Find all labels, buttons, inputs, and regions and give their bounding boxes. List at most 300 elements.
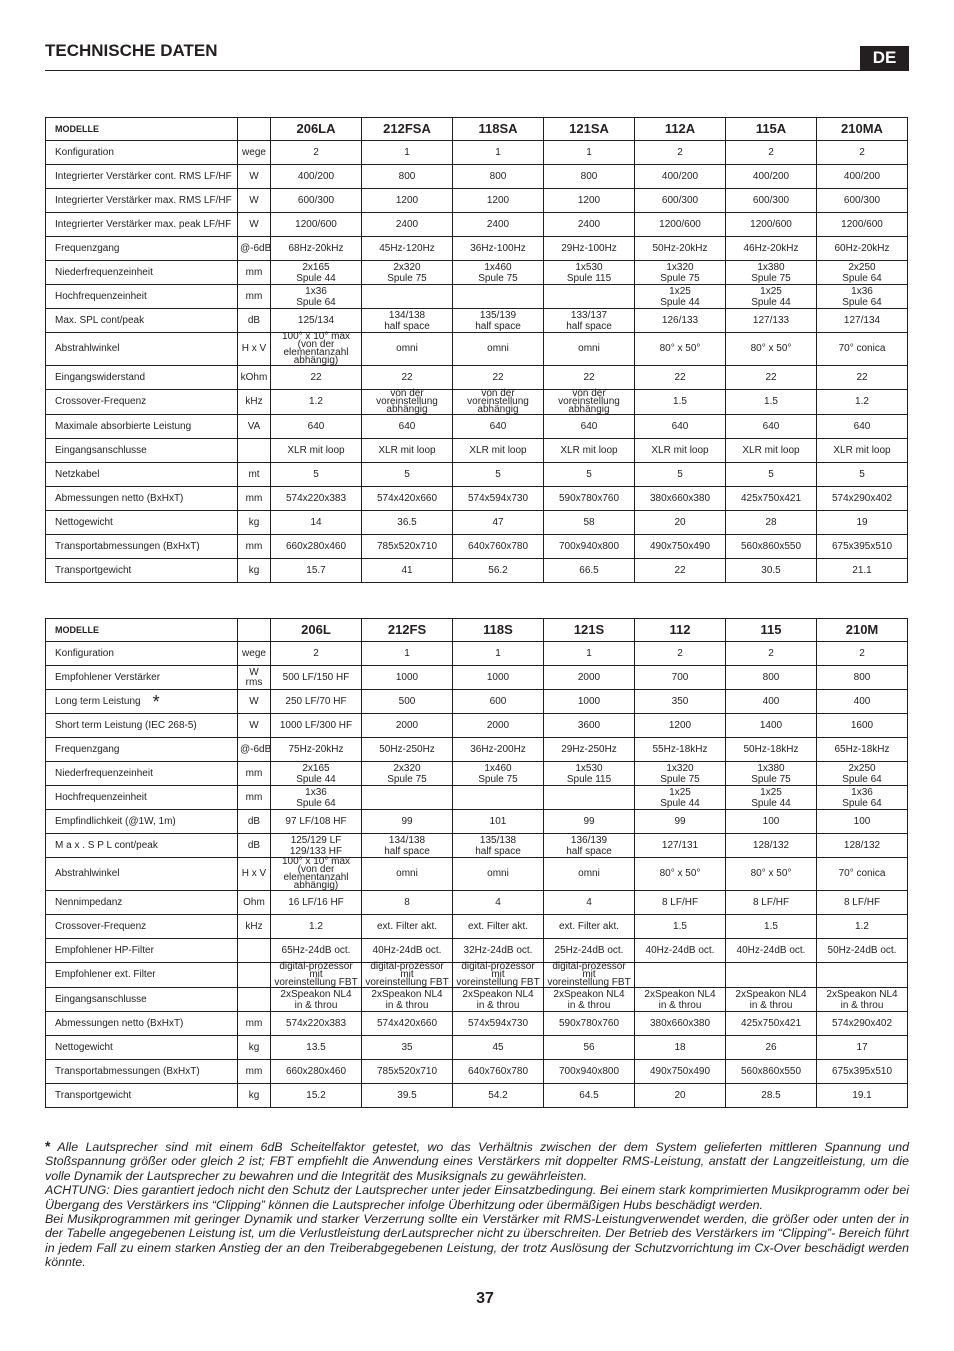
row-label: Integrierter Verstärker cont. RMS LF/HF bbox=[46, 165, 238, 189]
value-line: 135/138 bbox=[479, 834, 517, 846]
value-cell: 127/131 bbox=[635, 834, 726, 858]
value-cell: 640 bbox=[635, 415, 726, 439]
value-cell: 17 bbox=[817, 1036, 908, 1060]
model-name: 112 bbox=[635, 619, 726, 642]
value-line: 1x25 bbox=[669, 786, 691, 798]
value-cell: 800 bbox=[817, 666, 908, 690]
table-row bbox=[46, 535, 908, 559]
value-cell: 99 bbox=[635, 810, 726, 834]
value-cell bbox=[271, 834, 362, 858]
value-cell: 56 bbox=[544, 1036, 635, 1060]
value-line: Spule 44 bbox=[660, 296, 700, 308]
row-unit: W rms bbox=[238, 666, 271, 690]
value-cell: 80° x 50° bbox=[635, 333, 726, 366]
table-row bbox=[46, 939, 908, 963]
table-row bbox=[46, 366, 908, 390]
value-line: in & throu bbox=[567, 999, 611, 1011]
value-line: 1x380 bbox=[757, 261, 785, 273]
row-label: Empfohlener Verstärker bbox=[46, 666, 238, 690]
table-row bbox=[46, 261, 908, 285]
row-unit: W bbox=[238, 714, 271, 738]
value-cell: XLR mit loop bbox=[271, 439, 362, 463]
value-cell: XLR mit loop bbox=[817, 439, 908, 463]
value-cell: ext. Filter akt. bbox=[362, 915, 453, 939]
value-cell: 22 bbox=[817, 366, 908, 390]
value-cell: 28 bbox=[726, 511, 817, 535]
value-cell: 35 bbox=[362, 1036, 453, 1060]
value-line: von der voreinstellung bbox=[467, 388, 529, 407]
value-cell bbox=[271, 261, 362, 285]
value-line: 2xSpeakon NL4 bbox=[553, 988, 625, 1000]
value-cell: 16 LF/16 HF bbox=[271, 891, 362, 915]
header-unit-cell bbox=[238, 118, 271, 141]
value-cell: 50Hz-250Hz bbox=[362, 738, 453, 762]
row-unit: wege bbox=[238, 642, 271, 666]
row-label: M a x . S P L cont/peak bbox=[46, 834, 238, 858]
row-label: Hochfrequenzeinheit bbox=[46, 786, 238, 810]
value-cell: 54.2 bbox=[453, 1084, 544, 1108]
value-cell: 68Hz-20kHz bbox=[271, 237, 362, 261]
row-label: Transportgewicht bbox=[46, 1084, 238, 1108]
value-line: Spule 75 bbox=[751, 272, 791, 284]
value-line: Spule 75 bbox=[751, 773, 791, 785]
value-cell: 125/134 bbox=[271, 309, 362, 333]
value-cell: 50Hz-20kHz bbox=[635, 237, 726, 261]
row-unit: Ohm bbox=[238, 891, 271, 915]
table-row bbox=[46, 415, 908, 439]
table-row bbox=[46, 165, 908, 189]
value-cell bbox=[362, 261, 453, 285]
value-cell: 2000 bbox=[544, 666, 635, 690]
value-cell: 1200 bbox=[544, 189, 635, 213]
value-cell bbox=[362, 834, 453, 858]
table-row bbox=[46, 834, 908, 858]
value-line: abhängig bbox=[386, 404, 428, 415]
value-line: 1x530 bbox=[575, 261, 603, 273]
spec-table-passive bbox=[45, 618, 908, 1108]
row-label: Eingangsanschlusse bbox=[46, 988, 238, 1012]
value-cell bbox=[635, 963, 726, 988]
value-cell: 574x594x730 bbox=[453, 1012, 544, 1036]
row-label: Abstrahlwinkel bbox=[46, 333, 238, 366]
value-line: 2x250 bbox=[848, 261, 876, 273]
value-cell: 1600 bbox=[817, 714, 908, 738]
model-name: 118S bbox=[453, 619, 544, 642]
value-cell: 26 bbox=[726, 1036, 817, 1060]
value-cell bbox=[544, 309, 635, 333]
row-label: Max. SPL cont/peak bbox=[46, 309, 238, 333]
value-cell: 600/300 bbox=[271, 189, 362, 213]
value-cell: 675x395x510 bbox=[817, 1060, 908, 1084]
table-row bbox=[46, 690, 908, 714]
value-cell: 32Hz-24dB oct. bbox=[453, 939, 544, 963]
value-line: half space bbox=[566, 320, 612, 332]
value-cell: 1000 bbox=[362, 666, 453, 690]
model-name: 210M bbox=[817, 619, 908, 642]
value-cell: 4 bbox=[453, 891, 544, 915]
table-row bbox=[46, 141, 908, 165]
value-cell bbox=[817, 762, 908, 786]
row-unit bbox=[238, 988, 271, 1012]
value-cell bbox=[271, 988, 362, 1012]
value-cell bbox=[453, 786, 544, 810]
value-cell bbox=[544, 285, 635, 309]
value-cell: 2 bbox=[726, 141, 817, 165]
value-cell: 1.5 bbox=[726, 915, 817, 939]
value-cell: 785x520x710 bbox=[362, 1060, 453, 1084]
value-cell: 560x860x550 bbox=[726, 535, 817, 559]
value-cell bbox=[362, 786, 453, 810]
value-line: (von der elementanzahl bbox=[283, 339, 349, 358]
value-cell: 1200/600 bbox=[271, 213, 362, 237]
value-cell bbox=[544, 786, 635, 810]
value-cell: 55Hz-18kHz bbox=[635, 738, 726, 762]
row-unit bbox=[238, 963, 271, 988]
value-cell: 40Hz-24dB oct. bbox=[362, 939, 453, 963]
row-unit: kg bbox=[238, 559, 271, 583]
value-cell: 50Hz-18kHz bbox=[726, 738, 817, 762]
row-label: Eingangsanschlusse bbox=[46, 439, 238, 463]
value-cell: 1200 bbox=[453, 189, 544, 213]
table-row bbox=[46, 309, 908, 333]
row-label: Integrierter Verstärker max. RMS LF/HF bbox=[46, 189, 238, 213]
value-cell bbox=[726, 963, 817, 988]
table-row bbox=[46, 858, 908, 891]
value-cell: 2 bbox=[271, 642, 362, 666]
value-cell: 2400 bbox=[362, 213, 453, 237]
value-line: 1x25 bbox=[669, 285, 691, 297]
value-cell: 56.2 bbox=[453, 559, 544, 583]
table-row bbox=[46, 511, 908, 535]
footnote-marker: * bbox=[152, 691, 160, 712]
table-header-row bbox=[46, 619, 908, 642]
value-cell: 8 LF/HF bbox=[635, 891, 726, 915]
value-cell bbox=[817, 261, 908, 285]
value-cell bbox=[453, 762, 544, 786]
row-label: Maximale absorbierte Leistung bbox=[46, 415, 238, 439]
row-unit: mm bbox=[238, 535, 271, 559]
value-cell: 574x594x730 bbox=[453, 487, 544, 511]
table-row bbox=[46, 189, 908, 213]
value-line: Spule 64 bbox=[842, 296, 882, 308]
language-badge: DE bbox=[860, 46, 909, 70]
model-name: 206LA bbox=[271, 118, 362, 141]
row-unit: wege bbox=[238, 141, 271, 165]
row-label: Empfindlichkeit (@1W, 1m) bbox=[46, 810, 238, 834]
value-line: 135/139 bbox=[479, 309, 517, 321]
value-cell: 600 bbox=[453, 690, 544, 714]
value-cell bbox=[726, 786, 817, 810]
value-cell: 785x520x710 bbox=[362, 535, 453, 559]
value-cell: 700x940x800 bbox=[544, 1060, 635, 1084]
value-cell: ext. Filter akt. bbox=[544, 915, 635, 939]
value-line: 1x36 bbox=[851, 285, 873, 297]
value-cell: 1.5 bbox=[635, 915, 726, 939]
table-row bbox=[46, 666, 908, 690]
value-cell: 100 bbox=[726, 810, 817, 834]
value-line: Spule 44 bbox=[751, 296, 791, 308]
value-line: Spule 64 bbox=[296, 797, 336, 809]
row-unit: mm bbox=[238, 762, 271, 786]
value-line: Spule 75 bbox=[660, 773, 700, 785]
value-cell: 19 bbox=[817, 511, 908, 535]
row-label: Konfiguration bbox=[46, 141, 238, 165]
value-cell: 500 LF/150 HF bbox=[271, 666, 362, 690]
value-cell: 500 bbox=[362, 690, 453, 714]
row-unit: mm bbox=[238, 1060, 271, 1084]
value-cell: 400 bbox=[817, 690, 908, 714]
value-cell: 22 bbox=[635, 559, 726, 583]
value-cell: 2400 bbox=[453, 213, 544, 237]
table-row bbox=[46, 891, 908, 915]
value-cell: 101 bbox=[453, 810, 544, 834]
value-line: 129/133 HF bbox=[289, 845, 343, 857]
value-cell: 640 bbox=[453, 415, 544, 439]
table-row bbox=[46, 963, 908, 988]
row-unit bbox=[238, 939, 271, 963]
row-label: Transportabmessungen (BxHxT) bbox=[46, 1060, 238, 1084]
value-cell: 1400 bbox=[726, 714, 817, 738]
model-name: 210MA bbox=[817, 118, 908, 141]
value-line: Spule 115 bbox=[566, 773, 612, 785]
value-cell: 99 bbox=[362, 810, 453, 834]
value-cell bbox=[362, 309, 453, 333]
row-unit: VA bbox=[238, 415, 271, 439]
value-line: in & throu bbox=[840, 999, 884, 1011]
value-cell: 65Hz-24dB oct. bbox=[271, 939, 362, 963]
value-cell: 127/134 bbox=[817, 309, 908, 333]
value-cell: 127/133 bbox=[726, 309, 817, 333]
value-cell: 800 bbox=[544, 165, 635, 189]
value-cell: XLR mit loop bbox=[362, 439, 453, 463]
value-cell: 2 bbox=[817, 642, 908, 666]
table-row bbox=[46, 1084, 908, 1108]
value-cell: 1.5 bbox=[726, 390, 817, 415]
value-cell: 400/200 bbox=[271, 165, 362, 189]
value-cell: 8 LF/HF bbox=[817, 891, 908, 915]
row-label: Hochfrequenzeinheit bbox=[46, 285, 238, 309]
value-cell: 400 bbox=[726, 690, 817, 714]
row-unit: kHz bbox=[238, 915, 271, 939]
value-cell: 350 bbox=[635, 690, 726, 714]
value-cell: 80° x 50° bbox=[726, 858, 817, 891]
value-cell bbox=[544, 834, 635, 858]
value-cell: 1 bbox=[453, 642, 544, 666]
value-cell bbox=[453, 988, 544, 1012]
value-cell: 36Hz-200Hz bbox=[453, 738, 544, 762]
model-name: 118SA bbox=[453, 118, 544, 141]
value-cell: 640x760x780 bbox=[453, 535, 544, 559]
row-unit: mm bbox=[238, 786, 271, 810]
value-line: half space bbox=[475, 845, 521, 857]
row-unit: dB bbox=[238, 810, 271, 834]
value-line: 2x320 bbox=[393, 762, 421, 774]
footnote-paragraph-1: * Alle Lautsprecher sind mit einem 6dB Scheitelfaktor getestet, wo das Verhältnis zwischen der dem System gelieferten mittleren Spannung und Stoßspannung größer oder gleich 2 ist; FBT empfiehlt die Anwendung eines Verstärkers mit doppelter RMS-Leistung, anstatt der Langzeitleistung, um die volle Dynamik der Lautsprecher zu bewahren und die Integrität des Musiksignals zu gewährleisten. bbox=[45, 1138, 909, 1183]
value-cell: 5 bbox=[453, 463, 544, 487]
value-cell bbox=[271, 963, 362, 988]
value-cell: 60Hz-20kHz bbox=[817, 237, 908, 261]
row-unit: dB bbox=[238, 834, 271, 858]
value-line: Spule 115 bbox=[566, 272, 612, 284]
value-line: 2xSpeakon NL4 bbox=[462, 988, 534, 1000]
value-line: in & throu bbox=[749, 999, 793, 1011]
value-cell: 400/200 bbox=[726, 165, 817, 189]
value-cell: 20 bbox=[635, 511, 726, 535]
row-label: Abstrahlwinkel bbox=[46, 858, 238, 891]
row-label: Long term Leistung * bbox=[46, 690, 238, 714]
model-name: 112A bbox=[635, 118, 726, 141]
value-cell bbox=[817, 285, 908, 309]
value-cell bbox=[544, 988, 635, 1012]
value-line: voreinstellung FBT bbox=[547, 977, 631, 988]
value-cell: 1 bbox=[544, 141, 635, 165]
value-cell: 58 bbox=[544, 511, 635, 535]
value-cell: 22 bbox=[635, 366, 726, 390]
value-cell: 2400 bbox=[544, 213, 635, 237]
row-label: Nettogewicht bbox=[46, 1036, 238, 1060]
value-cell bbox=[544, 762, 635, 786]
model-name: 121SA bbox=[544, 118, 635, 141]
table-row bbox=[46, 738, 908, 762]
row-unit: @-6dB bbox=[238, 738, 271, 762]
value-cell: 8 LF/HF bbox=[726, 891, 817, 915]
value-cell bbox=[271, 786, 362, 810]
row-unit: W bbox=[238, 213, 271, 237]
value-line: 2xSpeakon NL4 bbox=[280, 988, 352, 1000]
value-cell: 1200 bbox=[362, 189, 453, 213]
value-cell: 1.5 bbox=[635, 390, 726, 415]
value-cell: 640x760x780 bbox=[453, 1060, 544, 1084]
value-cell: 22 bbox=[453, 366, 544, 390]
value-line: voreinstellung FBT bbox=[365, 977, 449, 988]
value-cell: 20 bbox=[635, 1084, 726, 1108]
value-cell: 1000 bbox=[453, 666, 544, 690]
value-cell: 2 bbox=[271, 141, 362, 165]
row-label: Netzkabel bbox=[46, 463, 238, 487]
model-name: 212FSA bbox=[362, 118, 453, 141]
table-header-row bbox=[46, 118, 908, 141]
value-cell: 2000 bbox=[453, 714, 544, 738]
value-cell: 97 LF/108 HF bbox=[271, 810, 362, 834]
row-label: Abmessungen netto (BxHxT) bbox=[46, 1012, 238, 1036]
row-label: Niederfrequenzeinheit bbox=[46, 261, 238, 285]
model-name: 115A bbox=[726, 118, 817, 141]
value-cell: 5 bbox=[271, 463, 362, 487]
value-cell: 574x290x402 bbox=[817, 487, 908, 511]
row-label: Frequenzgang bbox=[46, 738, 238, 762]
table-row bbox=[46, 786, 908, 810]
value-cell bbox=[817, 786, 908, 810]
value-line: 2x165 bbox=[302, 261, 330, 273]
value-cell bbox=[726, 988, 817, 1012]
value-line: in & throu bbox=[385, 999, 429, 1011]
value-cell: 1 bbox=[362, 642, 453, 666]
table-row bbox=[46, 1012, 908, 1036]
value-cell: 590x780x760 bbox=[544, 487, 635, 511]
value-cell bbox=[635, 988, 726, 1012]
model-name: 115 bbox=[726, 619, 817, 642]
value-cell: 5 bbox=[362, 463, 453, 487]
value-cell bbox=[635, 285, 726, 309]
value-line: 2x250 bbox=[848, 762, 876, 774]
value-cell: 40Hz-24dB oct. bbox=[726, 939, 817, 963]
value-cell: 21.1 bbox=[817, 559, 908, 583]
table-row bbox=[46, 237, 908, 261]
value-cell: 2 bbox=[635, 642, 726, 666]
value-line: half space bbox=[384, 320, 430, 332]
value-line: Spule 44 bbox=[660, 797, 700, 809]
value-cell bbox=[726, 261, 817, 285]
value-cell: XLR mit loop bbox=[726, 439, 817, 463]
value-cell bbox=[544, 963, 635, 988]
table-row bbox=[46, 390, 908, 415]
table-row bbox=[46, 333, 908, 366]
row-label: Niederfrequenzeinheit bbox=[46, 762, 238, 786]
value-cell: 100 bbox=[817, 810, 908, 834]
value-cell bbox=[817, 988, 908, 1012]
value-cell: 1 bbox=[544, 642, 635, 666]
value-cell: 1.2 bbox=[271, 915, 362, 939]
value-cell: 14 bbox=[271, 511, 362, 535]
value-cell: 700 bbox=[635, 666, 726, 690]
value-line: Spule 44 bbox=[296, 272, 336, 284]
value-cell bbox=[271, 858, 362, 891]
value-cell: 250 LF/70 HF bbox=[271, 690, 362, 714]
value-cell: 1200 bbox=[635, 714, 726, 738]
model-name: 206L bbox=[271, 619, 362, 642]
table-row bbox=[46, 487, 908, 511]
value-line: 2xSpeakon NL4 bbox=[371, 988, 443, 1000]
value-line: Spule 75 bbox=[660, 272, 700, 284]
row-unit: kg bbox=[238, 1036, 271, 1060]
value-line: Spule 64 bbox=[842, 797, 882, 809]
value-cell bbox=[271, 762, 362, 786]
table-row bbox=[46, 714, 908, 738]
value-line: 1x320 bbox=[666, 261, 694, 273]
value-cell: 22 bbox=[726, 366, 817, 390]
value-cell: 22 bbox=[271, 366, 362, 390]
value-cell: 2000 bbox=[362, 714, 453, 738]
value-cell bbox=[635, 261, 726, 285]
table-row bbox=[46, 762, 908, 786]
row-unit: mm bbox=[238, 285, 271, 309]
value-line: voreinstellung FBT bbox=[456, 977, 540, 988]
value-cell: 1 bbox=[362, 141, 453, 165]
value-cell bbox=[453, 309, 544, 333]
value-cell: 80° x 50° bbox=[726, 333, 817, 366]
row-unit: kg bbox=[238, 511, 271, 535]
header-label: MODELLE bbox=[46, 118, 238, 141]
row-unit: W bbox=[238, 690, 271, 714]
value-cell: 5 bbox=[817, 463, 908, 487]
value-cell: 19.1 bbox=[817, 1084, 908, 1108]
value-line: 134/138 bbox=[388, 309, 426, 321]
row-label: Integrierter Verstärker max. peak LF/HF bbox=[46, 213, 238, 237]
value-line: 1x320 bbox=[666, 762, 694, 774]
row-label: Crossover-Frequenz bbox=[46, 390, 238, 415]
value-cell: 18 bbox=[635, 1036, 726, 1060]
value-cell bbox=[362, 390, 453, 415]
value-line: 2xSpeakon NL4 bbox=[644, 988, 716, 1000]
value-line: digital-prozessor mit bbox=[461, 961, 535, 980]
table-row bbox=[46, 559, 908, 583]
value-line: Spule 75 bbox=[478, 773, 518, 785]
row-unit: dB bbox=[238, 309, 271, 333]
value-cell: 5 bbox=[726, 463, 817, 487]
value-line: 1x460 bbox=[484, 261, 512, 273]
footnote-paragraph-2: ACHTUNG: Dies garantiert jedoch nicht den Schutz der Lautsprecher unter jeder Einsatzbedingung. Bei einem stark komprimierten Musikprogramm oder bei Übergang des Verstärkers ins “Clipping” können die Lautsprecher infolge Überhitzung oder übermäßigen Hubs beschädigt werden. bbox=[45, 1183, 909, 1212]
value-cell: 574x220x383 bbox=[271, 1012, 362, 1036]
